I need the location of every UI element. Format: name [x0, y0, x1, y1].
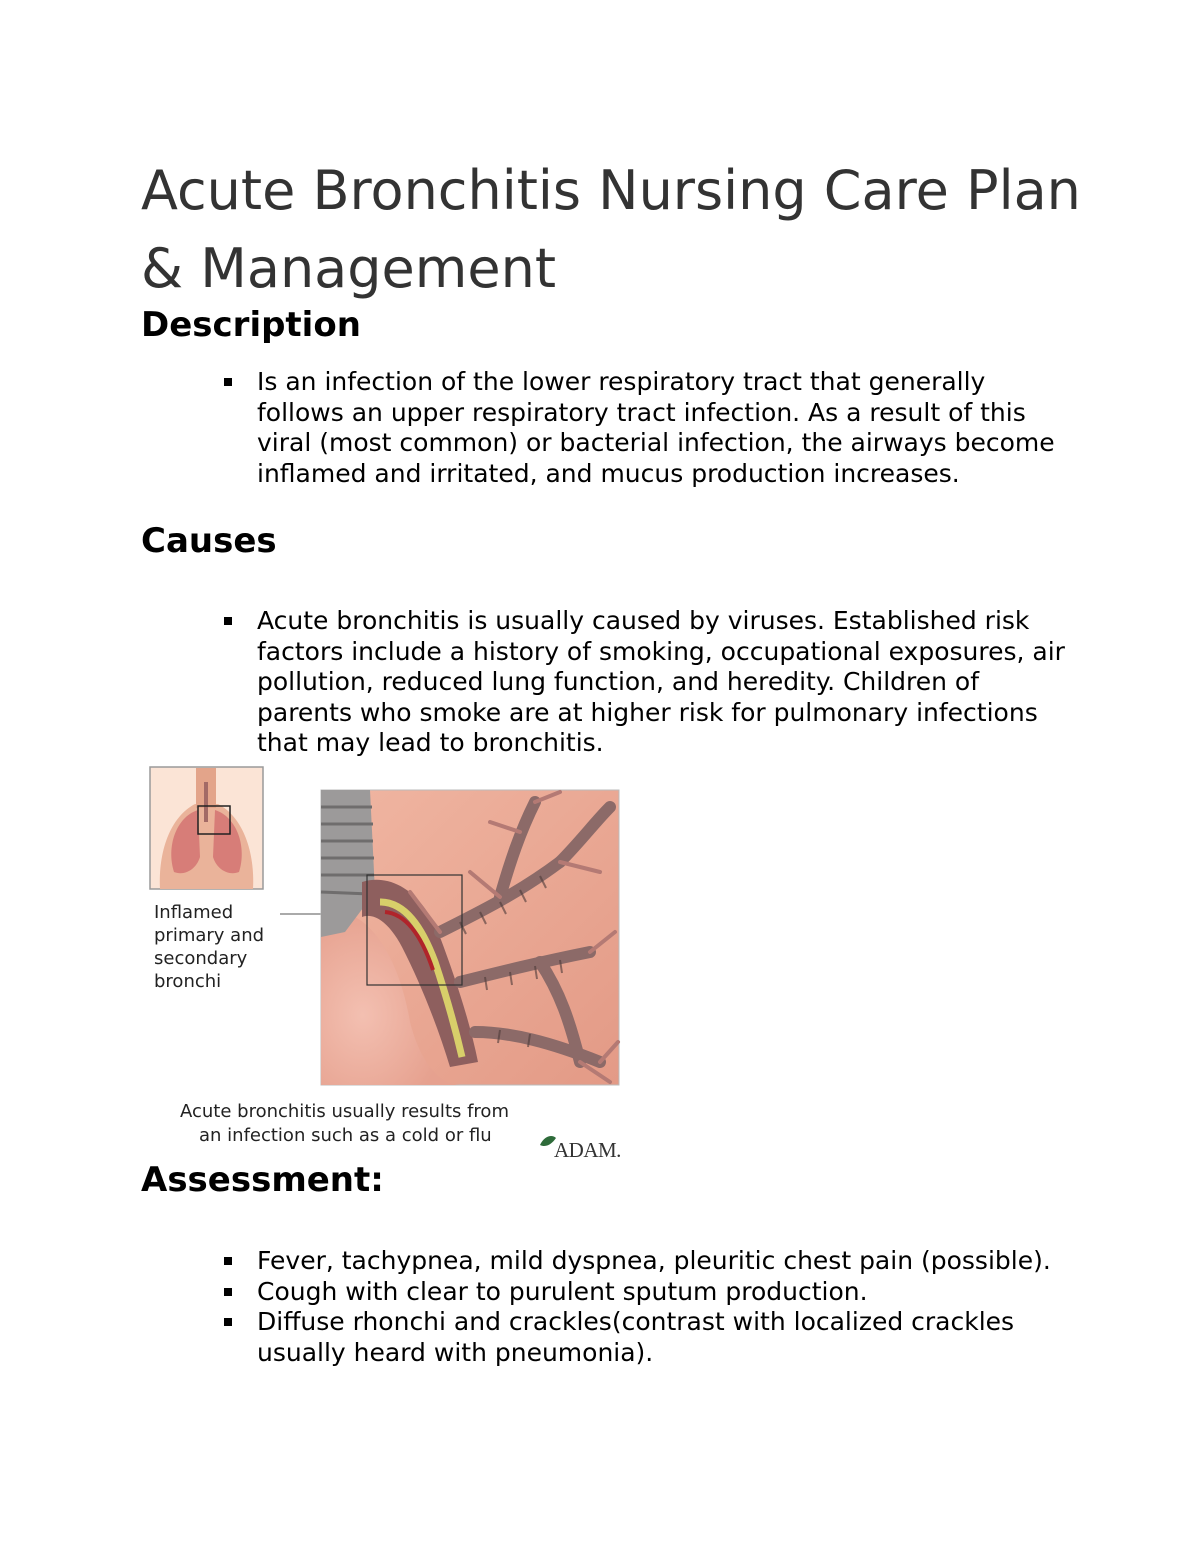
- list-item: Diffuse rhonchi and crackles(contrast with localized crackles usually heard with pneumonia).: [0, 1307, 1067, 1368]
- list-item: Fever, tachypnea, mild dyspnea, pleuritic chest pain (possible).: [0, 1246, 1067, 1277]
- figure-label-line: secondary: [154, 948, 248, 969]
- list-item: Is an infection of the lower respiratory tract that generally follows an upper respiratory tract infection. As a result of this viral (most common) or bacterial infection, the airways become inflamed and irritated, and mucus production increases.: [0, 367, 1067, 489]
- bullet-icon: [224, 378, 232, 386]
- page-title: Acute Bronchitis Nursing Care Plan & Management: [141, 159, 1081, 300]
- bullet-icon: [224, 1288, 232, 1296]
- figure-caption-line: an infection such as a cold or flu: [199, 1125, 492, 1146]
- figure-label-line: primary and: [154, 925, 265, 946]
- section-heading-assessment: Assessment:: [141, 1160, 384, 1200]
- figure-label-line: bronchi: [154, 971, 222, 992]
- bronchitis-illustration: [140, 762, 650, 1162]
- bronchi-closeup: [321, 790, 619, 1085]
- causes-list: [0, 606, 1067, 759]
- logo-text: ADAM.: [554, 1138, 621, 1162]
- bullet-icon: [224, 1257, 232, 1265]
- figure-label-line: Inflamed: [154, 902, 234, 923]
- bronchi-illustration-graphic: [140, 762, 650, 1162]
- section-heading-causes: Causes: [141, 521, 277, 561]
- section-heading-description: Description: [141, 305, 361, 345]
- list-item: Acute bronchitis is usually caused by viruses. Established risk factors include a history of smoking, occupational exposures, air pollution, reduced lung function, and heredity. Children of parents who smoke are at higher risk for pulmonary infections that may lead to bronchitis.: [0, 606, 1067, 759]
- description-list: [0, 367, 1067, 489]
- adam-logo: [540, 1136, 621, 1162]
- list-item: Cough with clear to purulent sputum production.: [0, 1277, 1067, 1308]
- bullet-icon: [224, 1318, 232, 1326]
- figure-caption-line: Acute bronchitis usually results from: [180, 1101, 509, 1122]
- torso-thumbnail: [150, 767, 263, 889]
- bullet-icon: [224, 617, 232, 625]
- assessment-list: [0, 1246, 1067, 1368]
